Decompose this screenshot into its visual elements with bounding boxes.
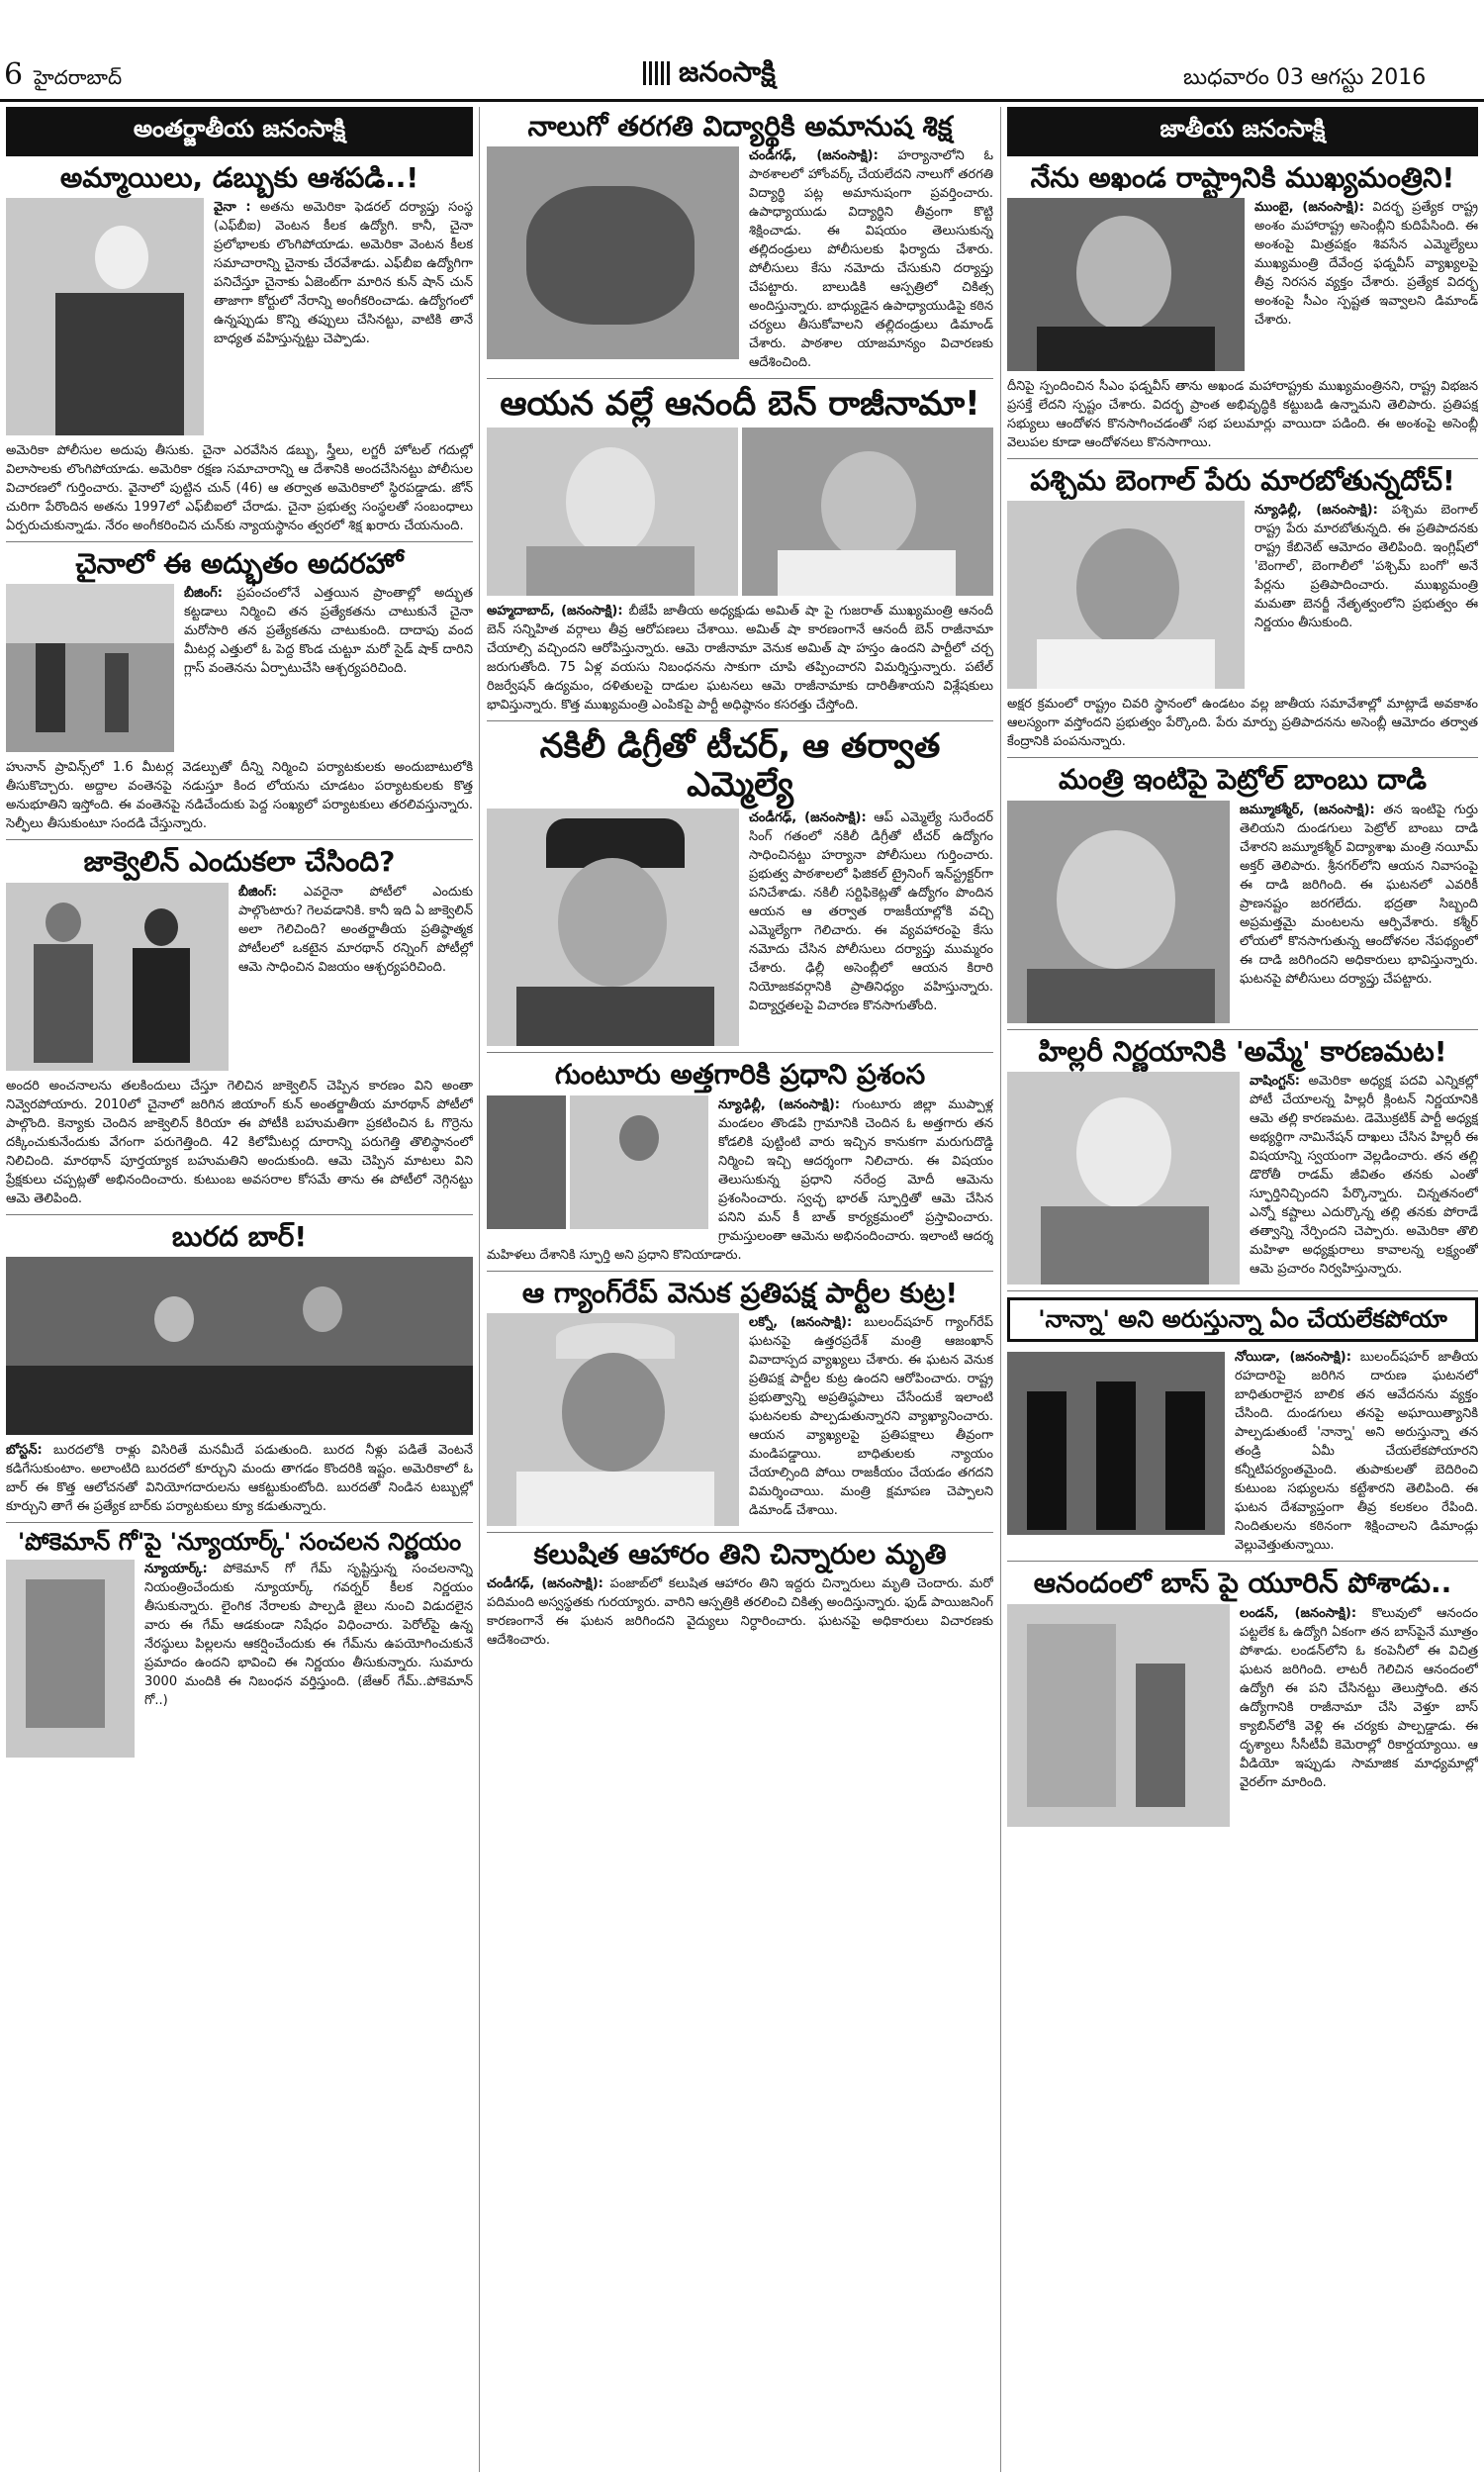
body-text: పంజాబ్‌లో కలుషిత ఆహారం తిని ఇద్దరు చిన్నారులు మృతి చెందారు. మరో పదిమంది అస్వస్థతకు గురయ్యారు. వారిని ఆస్పత్రికి తరలించి చికిత్స అందిస్తున్నారు. ఫుడ్ పాయిజనింగ్ కారణంగానే ఈ ఘటన జరిగిందని వైద్యులు నిర్ధారించారు. ఘటనపై అధికారులు విచారణకు ఆదేశించారు. bbox=[487, 1576, 993, 1649]
masthead bbox=[643, 55, 776, 95]
article-boss-urine bbox=[1007, 1568, 1478, 1791]
international-column bbox=[6, 107, 473, 2472]
page-number: 6 bbox=[4, 57, 24, 92]
article-body: హునాన్ ప్రావిన్స్‌లో 1.6 మీటర్ల వెడల్పుతో దీన్ని నిర్మించి పర్యాటకులకు అందుబాటులోకి తీసుకొచ్చారు. అద్దాల వంతెనపై నడుస్తూ కింద లోయను చూడటం పర్యాటకులకు కొత్త అనుభూతిని ఇస్తోంది. ఈ వంతెనపై నడిచేందుకు పెద్ద సంఖ్యలో పర్యాటకులు తరలివస్తున్నారు. సెల్ఫీలు తీసుకుంటూ సందడి చేస్తున్నారు. bbox=[6, 760, 473, 832]
dateline: నోయిడా, (జనంసాక్షి): bbox=[1235, 1350, 1351, 1366]
article-bengal-name bbox=[1007, 465, 1478, 751]
dateline: జమ్మూకశ్మీర్, (జనంసాక్షి): bbox=[1240, 802, 1375, 817]
article-photo bbox=[1007, 1072, 1240, 1285]
dateline: చండీగఢ్, (జనంసాక్షి): bbox=[487, 1576, 603, 1592]
article-hillary bbox=[1007, 1036, 1478, 1279]
article-body bbox=[487, 602, 993, 714]
article-photo bbox=[742, 428, 993, 596]
body-text: బులంద్‌షహర్ జాతీయ రహదారిపై జరిగిన దారుణ ఘటనలో బాధితురాలైన బాలిక తన ఆవేదనను వ్యక్తం చేసింది. దుండగులు తనపై అఘాయిత్యానికి పాల్పడుతుంటే 'నాన్నా' అని అరుస్తున్నా తన తండ్రి ఏమీ చేయలేకపోయారని కన్నీటిపర్యంతమైంది. తుపాకులతో బెదిరించి కుటుంబ సభ్యులను కట్టేశారని తెలిపింది. ఈ ఘటన దేశవ్యాప్తంగా తీవ్ర కలకలం రేపింది. నిందితులను కఠినంగా శిక్షించాలని డిమాండ్లు వెల్లువెత్తుతున్నాయి. bbox=[1235, 1350, 1478, 1554]
body-text: గుంటూరు జిల్లా ముప్పాళ్ల మండలం తొండపి గ్రామానికి చెందిన ఓ అత్తగారు తన కోడలికి పుట్టింటి వారు ఇచ్చిన కానుకగా మరుగుదొడ్డి నిర్మించి ఇచ్చి ఆదర్శంగా నిలిచారు. ఈ విషయం తెలుసుకున్న ప్రధాని నరేంద్ర మోదీ ఆమెను ప్రశంసించారు. స్వచ్ఛ భారత్ స్ఫూర్తితో ఆమె చేసిన పనిని మన్ కీ బాత్ కార్యక్రమంలో ప్రస్తావించారు. గ్రామస్తులంతా ఆమెను అభినందించారు. ఇలాంటి ఆదర్శ మహిళలు దేశానికి స్ఫూర్తి అని ప్రధాని కొనియాడారు. bbox=[487, 1096, 993, 1263]
article-body bbox=[6, 1441, 473, 1516]
article-china-bridge bbox=[6, 548, 473, 833]
article-body: అక్షర క్రమంలో రాష్ట్రం చివరి స్థానంలో ఉండటం వల్ల జాతీయ సమావేశాల్లో మాట్లాడే అవకాశం ఆలస్యంగా వస్తోందని ప్రభుత్వం పేర్కొంది. పేరు మార్పు ప్రతిపాదనను అసెంబ్లీ ఆమోదం తర్వాత కేంద్రానికి పంపనున్నారు. bbox=[1007, 697, 1478, 750]
headline: 'పోకెమాన్ గో'పై 'న్యూయార్క్' సంచలన నిర్ణయం bbox=[17, 1527, 462, 1556]
article-petrol-bomb bbox=[1007, 764, 1478, 988]
masthead-title: జనంసాక్షి bbox=[679, 55, 776, 88]
article-photo bbox=[570, 1095, 708, 1229]
article-body bbox=[487, 1574, 993, 1650]
article-photo bbox=[6, 1560, 135, 1758]
headline: బురద బార్! bbox=[171, 1219, 308, 1253]
headline: 'నాన్నా' అని అరుస్తున్నా ఏం చేయలేకపోయా bbox=[1007, 1297, 1478, 1343]
header-rule bbox=[0, 99, 1484, 102]
article-food-poisoning bbox=[487, 1539, 993, 1650]
dateline: చండీగఢ్, (జనంసాక్షి): bbox=[749, 810, 867, 826]
section-banner: అంతర్జాతీయ జనంసాక్షి bbox=[6, 107, 473, 156]
dateline: ముంబై, (జనంసాక్షి): bbox=[1254, 200, 1364, 216]
article-bulandshahr-victim bbox=[1007, 1297, 1478, 1556]
column-divider bbox=[1000, 107, 1001, 2472]
dateline: బీజింగ్: bbox=[238, 884, 277, 900]
section-banner: జాతీయ జనంసాక్షి bbox=[1007, 107, 1478, 156]
body-text: కొలువులో ఆనందం పట్టలేక ఓ ఉద్యోగి ఏకంగా తన బాస్‌పైనే మూత్రం పోశాడు. లండన్‌లోని ఓ కంపెనీలో ఈ విచిత్ర ఘటన జరిగింది. లాటరీ గెలిచిన ఆనందంలో ఉద్యోగి ఈ పని చేసినట్టు తెలుస్తోంది. తన ఉద్యోగానికి రాజీనామా చేసి వెళ్తూ బాస్ క్యాబిన్‌లోకి వెళ్లి ఈ చర్యకు పాల్పడ్డాడు. ఈ దృశ్యాలు సీసీటీవీ కెమెరాల్లో రికార్డయ్యాయి. ఆ వీడియో ఇప్పుడు సామాజిక మాధ్యమాల్లో వైరల్‌గా మారింది. bbox=[1240, 1605, 1478, 1790]
dateline: బోస్టన్: bbox=[6, 1442, 43, 1458]
article-photo bbox=[6, 883, 229, 1071]
dateline: న్యూఢిల్లీ, (జనంసాక్షి): bbox=[1254, 503, 1378, 519]
article-fake-degree bbox=[487, 727, 993, 1015]
article-china-spy bbox=[6, 162, 473, 535]
headline: గుంటూరు అత్తగారికి ప్రధాని ప్రశంస bbox=[554, 1058, 926, 1092]
dateline: అహ్మదాబాద్, (జనంసాక్షి): bbox=[487, 604, 623, 619]
headline: ఆయన వల్లే ఆనందీ బెన్ రాజీనామా! bbox=[500, 384, 980, 425]
headline: అమ్మాయిలు, డబ్బుకు ఆశపడి..! bbox=[59, 161, 419, 194]
article-photo bbox=[1007, 198, 1245, 371]
article-photo bbox=[1007, 1604, 1230, 1827]
article-student-punishment bbox=[487, 111, 993, 372]
headline: మంత్రి ఇంటిపై పెట్రోల్ బాంబు దాడి bbox=[1059, 763, 1427, 797]
dateline: బీజింగ్: bbox=[184, 586, 223, 602]
headline: ఆనందంలో బాస్ పై యూరిన్ పోశాడు.. bbox=[1033, 1567, 1452, 1600]
article-fadnavis bbox=[1007, 162, 1478, 452]
body-text: బులంద్‌షహర్ గ్యాంగ్‌రేప్ ఘటనపై ఉత్తరప్రదేశ్ మంత్రి ఆజంఖాన్ వివాదాస్పద వ్యాఖ్యలు చేశారు. ఈ ఘటన వెనుక ప్రతిపక్ష పార్టీల కుట్ర ఉందని ఆరోపించారు. రాష్ట్ర ప్రభుత్వాన్ని అప్రతిష్ఠపాలు చేసేందుకే ఇలాంటి ఘటనలకు పాల్పడుతున్నారని వ్యాఖ్యానించారు. ఆయన వ్యాఖ్యలపై ప్రతిపక్షాలు తీవ్రంగా మండిపడ్డాయి. బాధితులకు న్యాయం చేయాల్సింది పోయి రాజకీయం చేయడం తగదని విమర్శించాయి. మంత్రి క్షమాపణ చెప్పాలని డిమాండ్ చేశాయి. bbox=[749, 1314, 993, 1518]
headline: జాక్వెలిన్ ఎందుకలా చేసింది? bbox=[83, 845, 396, 879]
photo-pair bbox=[487, 1095, 708, 1229]
article-body: అందరి అంచనాలను తలకిందులు చేస్తూ గెలిచిన జాక్వెలిన్ చెప్పిన కారణం విని అంతా నివ్వెరపోయారు. 2010లో చైనాలో జరిగిన జియాంగ్ కున్ అంతర్జాతీయ మారథాన్ పోటీలో పాల్గొంది. కెన్యాకు చెందిన జాక్వెలిన్ కిరియా ఈ పోటీకి బహుమతిగా ప్రకటించిన ఓ గొర్రెను దక్కించుకునేందుకు వేగంగా పరుగెత్తింది. 42 కిలోమీటర్ల దూరాన్ని పరుగెత్తి తొలిస్థానంలో నిలిచింది. మారథాన్ పూర్తయ్యాక బహుమతిని అందుకుంది. ఆమె చెప్పిన మాటలు విని ప్రేక్షకులు చప్పట్లతో అభినందించారు. కుటుంబ అవసరాల కోసమే తాను ఈ పోటీలో నెగ్గినట్టు ఆమె తెలిపింది. bbox=[6, 1078, 473, 1206]
middle-column bbox=[487, 107, 993, 2472]
article-body: అమెరికా పోలీసుల అదుపు తీసుకు. చైనా ఎరవేసిన డబ్బు, స్త్రీలు, లగ్జరీ హోటల్ గదుల్లో విలాసాలకు లొంగిపోయాడు. అమెరికా రక్షణ సమాచారాన్ని ఆ దేశానికి అందచేసినట్టు పోలీసుల విచారణలో గుర్తించారు. వైనాలో పుట్టిన చున్ (46) ఆ తర్వాత అమెరికాలో స్థిరపడ్డాడు. జోన్ చురిగా పేరొందిన అతను 1997లో ఎఫ్‌బీఐలో చేరాడు. చైనా ప్రభుత్వ సంస్థలతో సంబంధాలు ఏర్పరుచుకున్నాడు. నేరం అంగీకరించిన చున్‌కు న్యాయస్థానం త్వరలో శిక్ష ఖరారు చేయనుంది. bbox=[6, 443, 473, 534]
headline: నకిలీ డిగ్రీతో టీచర్, ఆ తర్వాత ఎమ్మెల్యే bbox=[539, 726, 941, 806]
article-photo bbox=[487, 1313, 739, 1526]
article-guntur-praise bbox=[487, 1059, 993, 1264]
body-text: అమెరికా అధ్యక్ష పదవి ఎన్నికల్లో పోటీ చేయాలన్న హిల్లరీ క్లింటన్ నిర్ణయానికి ఆమె తల్లి కారణమట. డెమొక్రటిక్ పార్టీ అధ్యక్ష అభ్యర్థిగా నామినేషన్ దాఖలు చేసిన హిల్లరీ ఈ విషయాన్ని స్వయంగా వెల్లడించారు. తన తల్లి డొరోతీ రాడమ్ జీవితం తనకు ఎంతో స్ఫూర్తినిచ్చిందని పేర్కొన్నారు. చిన్నతనంలో ఎన్నో కష్టాలు ఎదుర్కొన్న తల్లి తనకు పోరాడే తత్వాన్ని నేర్పిందని చెప్పారు. అమెరికా తొలి మహిళా అధ్యక్షురాలు కావాలన్న లక్ష్యంతో ఆమె ప్రచారం నిర్వహిస్తున్నారు. bbox=[1250, 1073, 1478, 1277]
edition-city: హైదరాబాద్ bbox=[34, 65, 123, 89]
headline: హిల్లరీ నిర్ణయానికి 'అమ్మే' కారణమట! bbox=[1038, 1034, 1447, 1068]
body-text: తన ఇంటిపై గుర్తు తెలియని దుండగులు పెట్రోల్ బాంబు దాడి చేశారని జమ్మూకశ్మీర్ విద్యాశాఖ మంత్రి నయీమ్ అక్తర్ తెలిపారు. శ్రీనగర్‌లోని ఆయన నివాసంపై ఈ దాడి జరిగింది. ఈ ఘటనలో ఎవరికీ ప్రాణనష్టం జరగలేదు. భద్రతా సిబ్బంది అప్రమత్తమై మంటలను ఆర్పివేశారు. కశ్మీర్ లోయలో కొనసాగుతున్న ఆందోళనల నేపథ్యంలో ఈ దాడి జరిగిందని అధికారులు భావిస్తున్నారు. ఘటనపై పోలీసులు దర్యాప్తు చేపట్టారు. bbox=[1240, 802, 1478, 987]
article-photo bbox=[487, 1095, 566, 1229]
dateline: వాషింగ్టన్: bbox=[1250, 1073, 1300, 1089]
article-pokemon bbox=[6, 1529, 473, 1711]
headline: నేను అఖండ రాష్ట్రానికి ముఖ్యమంత్రిని! bbox=[1030, 161, 1455, 194]
dateline: చండీగఢ్, (జనంసాక్షి): bbox=[749, 148, 879, 164]
photo-pair bbox=[487, 428, 993, 596]
headline: కలుషిత ఆహారం తిని చిన్నారుల మృతి bbox=[533, 1537, 947, 1570]
headline: చైనాలో ఈ అద్భుతం అదరహో bbox=[75, 547, 404, 581]
article-gangrape-conspiracy bbox=[487, 1278, 993, 1520]
dateline: లండన్, (జనంసాక్షి): bbox=[1240, 1605, 1357, 1621]
body-text: బురదలోకి రాళ్లు విసిరితే మనమీదే పడుతుంది. బురద నీళ్లు పడితే వెంటనే కడిగేసుకుంటాం. అలాంటిది బురదలో కూర్చుని మందు తాగడం కొందరికి ఇష్టం. అమెరికాలో ఓ బార్ ఈ కొత్త ఆలోచనతో వినియోగదారులను ఆకట్టుకుంటోంది. బురదతో నిండిన టబ్బుల్లో కూర్చుని తాగే ఈ ప్రత్యేక బార్‌కు పర్యాటకులు క్యూ కడుతున్నారు. bbox=[6, 1442, 473, 1514]
article-photo bbox=[6, 198, 204, 435]
headline: నాలుగో తరగతి విద్యార్థికి అమానుష శిక్ష bbox=[527, 110, 953, 143]
article-photo bbox=[487, 809, 739, 1046]
article-body: దీనిపై స్పందించిన సీఎం ఫడ్నవీస్ తాను అఖండ మహారాష్ట్రకు ముఖ్యమంత్రినని, రాష్ట్ర విభజన ప్రసక్తే లేదని స్పష్టం చేశారు. విదర్భ ప్రాంత అభివృద్ధికి కట్టుబడి ఉన్నామని తెలిపారు. ప్రతిపక్ష సభ్యులు ఆందోళన కొనసాగించడంతో సభ పలుమార్లు వాయిదా పడింది. ఈ అంశంపై అసెంబ్లీ వెలుపల కూడా ఆందోళనలు కొనసాగాయి. bbox=[1007, 379, 1478, 451]
masthead-logo-icon bbox=[643, 61, 673, 85]
article-photo bbox=[6, 584, 174, 752]
article-jacqueline bbox=[6, 846, 473, 1207]
body-text: పోకెమాన్ గో గేమ్ సృష్టిస్తున్న సంచలనాన్ని నియంత్రించేందుకు న్యూయార్క్ గవర్నర్ కీలక నిర్ణయం తీసుకున్నారు. లైంగిక నేరాలకు పాల్పడి జైలు నుంచి విడుదలైన వారు ఈ గేమ్ ఆడకుండా నిషేధం విధించారు. పెరోల్‌పై ఉన్న నేరస్థులు పిల్లలను ఆకర్షించేందుకు ఈ గేమ్‌ను ఉపయోగించుకునే ప్రమాదం ఉందని భావించి ఈ నిర్ణయం తీసుకున్నారు. సుమారు 3000 మందికి ఈ నిబంధన వర్తిస్తుంది. (జేఆర్ గేమ్..పోకెమాన్ గో..) bbox=[144, 1562, 473, 1709]
body-text: బీజేపీ జాతీయ అధ్యక్షుడు అమిత్ షా పై గుజరాత్ ముఖ్యమంత్రి ఆనందీ బెన్ సన్నిహిత వర్గాలు తీవ్ర ఆరోపణలు చేశాయి. అమిత్ షా కారణంగానే ఆనందీ బెన్ రాజీనామా చేయాల్సి వచ్చిందని ఆరోపిస్తున్నారు. ఆమె రాజీనామా వెనుక అమిత్ షా హస్తం ఉందని పార్టీలో చర్చ జరుగుతోంది. 75 ఏళ్ల వయసు నిబంధనను సాకుగా చూపి తప్పించారని విమర్శిస్తున్నారు. పటేల్ రిజర్వేషన్ ఉద్యమం, దళితులపై దాడుల ఘటనలు ఆమె రాజీనామాకు దారితీశాయని విశ్లేషకులు భావిస్తున్నారు. కొత్త ముఖ్యమంత్రి ఎంపికపై పార్టీ అధిష్ఠానం కసరత్తు చేస్తోంది. bbox=[487, 604, 993, 714]
headline: పశ్చిమ బెంగాల్ పేరు మారబోతున్నదోచ్! bbox=[1030, 464, 1455, 498]
body-text: ఆప్ ఎమ్మెల్యే సురేందర్ సింగ్ గతంలో నకిలీ డిగ్రీతో టీచర్ ఉద్యోగం సాధించినట్టు హర్యానా పోలీసులు గుర్తించారు. ప్రభుత్వ పాఠశాలలో ఫిజికల్ ట్రైనింగ్ ఇన్‌స్ట్రక్టర్‌గా పనిచేశాడు. నకిలీ సర్టిఫికెట్లతో ఉద్యోగం పొందిన ఆయన ఆ తర్వాత రాజకీయాల్లోకి వచ్చి ఎమ్మెల్యేగా గెలిచారు. ఈ వ్యవహారంపై కేసు నమోదు చేసిన పోలీసులు దర్యాప్తు ముమ్మరం చేశారు. ఢిల్లీ అసెంబ్లీలో ఆయన కిరారి నియోజకవర్గానికి ప్రాతినిధ్యం వహిస్తున్నారు. విద్యార్హతలపై విచారణ కొనసాగుతోంది. bbox=[749, 810, 993, 1014]
article-photo bbox=[6, 1257, 473, 1435]
dateline: లక్నో, (జనంసాక్షి): bbox=[749, 1314, 853, 1330]
headline: ఆ గ్యాంగ్‌రేప్ వెనుక ప్రతిపక్ష పార్టీల కుట్ర! bbox=[521, 1276, 959, 1309]
body-text: ప్రపంచంలోనే ఎత్తయిన ప్రాంతాల్లో అద్భుత కట్టడాలు నిర్మించి తన ప్రత్యేకతను చాటుకునే చైనా మరోసారి తన ప్రత్యేకతను చాటుకుంది. దాదాపు వంద మీటర్ల ఎత్తులో ఓ పెద్ద కొండ చుట్టూ మరో సైడ్ షాక్ దారిని గ్లాస్ వంతెనను ఏర్పాటుచేసి ఆశ్చర్యపరిచింది. bbox=[184, 586, 473, 677]
page-header bbox=[0, 0, 1484, 92]
edition-date: బుధవారం 03 ఆగస్టు 2016 bbox=[1183, 65, 1427, 90]
body-text: అతను అమెరికా ఫెడరల్ దర్యాప్తు సంస్థ (ఎఫ్‌బీఐ) వెంటన కీలక ఉద్యోగి. కానీ, చైనా ప్రలోభాలకు లొంగిపోయాడు. అమెరికా వెంటన కీలక సమాచారాన్ని చైనాకు చేరవేశాడు. ఎఫ్‌బీఐ ఉద్యోగిగా పనిచేస్తూ చైనాకు ఏజెంట్‌గా మారిన కున్ షాన్ చున్ తాజాగా కోర్టులో నేరాన్ని అంగీకరించాడు. ఉద్యోగంలో ఉన్నప్పుడు కొన్ని తప్పులు చేసినట్టు, వాటికి తానే బాధ్యత వహిస్తున్నట్టు చెప్పాడు. bbox=[214, 200, 473, 347]
article-mud-bar bbox=[6, 1221, 473, 1516]
article-photo bbox=[1007, 1352, 1225, 1535]
column-divider bbox=[479, 107, 480, 2472]
body-text: విదర్భ ప్రత్యేక రాష్ట్ర అంశం మహారాష్ట్ర అసెంబ్లీని కుదిపేసింది. ఈ అంశంపై మిత్రపక్షం శివసేన ఎమ్మెల్యేలు ముఖ్యమంత్రి దేవేంద్ర ఫడ్నవీస్ వ్యాఖ్యలపై తీవ్ర నిరసన వ్యక్తం చేశారు. ప్రత్యేక విదర్భ అంశంపై సీఎం స్పష్టత ఇవ్వాలని డిమాండ్ చేశారు. bbox=[1254, 200, 1478, 329]
article-photo bbox=[487, 428, 738, 596]
body-text: పశ్చిమ బెంగాల్ రాష్ట్ర పేరు మారబోతున్నది. ఈ ప్రతిపాదనకు రాష్ట్ర కేబినెట్ ఆమోదం తెలిపింది. ఇంగ్లిష్‌లో 'బెంగాల్', బెంగాలీలో 'పశ్చిమ్ బంగో' అనే పేర్లను ప్రతిపాదించారు. ముఖ్యమంత్రి మమతా బెనర్జీ నేతృత్వంలోని ప్రభుత్వం ఈ నిర్ణయం తీసుకుంది. bbox=[1254, 503, 1478, 631]
national-column bbox=[1007, 107, 1478, 2472]
article-anandiben bbox=[487, 385, 993, 714]
article-photo bbox=[1007, 801, 1230, 1023]
dateline: వైనా : bbox=[214, 200, 251, 216]
dateline: న్యూఢిల్లీ, (జనంసాక్షి): bbox=[718, 1096, 840, 1112]
dateline: న్యూయార్క్: bbox=[144, 1562, 208, 1577]
body-text: హర్యానాలోని ఓ పాఠశాలలో హోంవర్క్ చేయలేదని నాలుగో తరగతి విద్యార్థి పట్ల అమానుషంగా ప్రవర్తించారు. ఉపాధ్యాయుడు విద్యార్థిని తీవ్రంగా కొట్టి శిక్షించాడు. ఈ విషయం తెలుసుకున్న తల్లిదండ్రులు పోలీసులకు ఫిర్యాదు చేశారు. పోలీసులు కేసు నమోదు చేసుకుని దర్యాప్తు చేపట్టారు. బాలుడికి ఆస్పత్రిలో చికిత్స అందిస్తున్నారు. బాధ్యుడైన ఉపాధ్యాయుడిపై కఠిన చర్యలు తీసుకోవాలని తల్లిదండ్రులు డిమాండ్ చేశారు. పాఠశాల యాజమాన్యం విచారణకు ఆదేశించింది. bbox=[749, 148, 993, 371]
article-photo bbox=[487, 146, 739, 359]
article-photo bbox=[1007, 501, 1245, 689]
body-text: ఎవరైనా పోటీలో ఎందుకు పాల్గొంటారు? గెలవడానికి. కానీ ఇది ఏ జాక్వెలిన్ అలా గెలిచింది? అంతర్జాతీయ ప్రతిష్ఠాత్మక పోటీలలో ఒకటైన మారథాన్ రన్నింగ్ పోటీల్లో ఆమె సాధించిన విజయం ఆశ్చర్యపరిచింది. bbox=[238, 884, 473, 975]
